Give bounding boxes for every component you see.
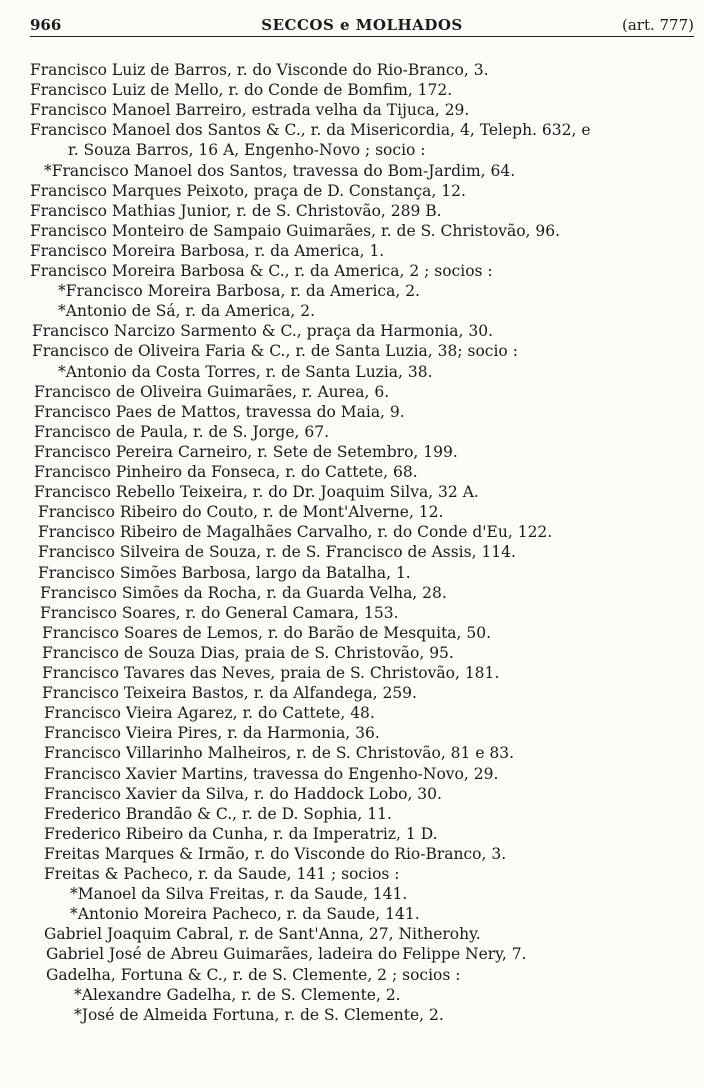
directory-entry: Francisco Monteiro de Sampaio Guimarães, r. de S. Christovão, 96. [30, 221, 561, 240]
directory-entry: Francisco Simões da Rocha, r. da Guarda Velha, 28. [40, 583, 447, 602]
directory-entry: Gadelha, Fortuna & C., r. de S. Clemente, 2 ; socios : [46, 965, 461, 984]
directory-entry: Francisco Soares, r. do General Camara, 153. [40, 603, 399, 622]
directory-entry: Francisco Ribeiro de Magalhães Carvalho, r. do Conde d'Eu, 122. [38, 523, 553, 542]
directory-entry: Francisco Moreira Barbosa & C., r. da America, 2 ; socios : [30, 262, 493, 280]
directory-entry: Francisco Villarinho Malheiros, r. de S. Christovão, 81 e 83. [44, 744, 515, 763]
directory-entry: Francisco de Oliveira Faria & C., r. de Santa Luzia, 38; socio : [32, 342, 518, 361]
directory-entry: Francisco Luiz de Barros, r. do Visconde do Rio-Branco, 3. [30, 61, 489, 79]
directory-entry: Frederico Ribeiro da Cunha, r. da Imperatriz, 1 D. [44, 824, 438, 843]
page-header [30, 14, 694, 37]
directory-entry: Francisco Paes de Mattos, travessa do Maia, 9. [34, 402, 405, 421]
directory-entry: Francisco Luiz de Mello, r. do Conde de Bomfim, 172. [30, 81, 453, 100]
directory-entry: r. Souza Barros, 16 A, Engenho-Novo ; socio : [68, 141, 426, 160]
directory-entry: Freitas Marques & Irmão, r. do Visconde do Rio-Branco, 3. [44, 844, 507, 863]
directory-entry: *Antonio Moreira Pacheco, r. da Saude, 141. [70, 905, 420, 924]
directory-entry: Francisco Silveira de Souza, r. de S. Francisco de Assis, 114. [38, 543, 516, 562]
directory-entry: Francisco Moreira Barbosa, r. da America, 1. [30, 241, 385, 260]
directory-entry: Francisco Teixeira Bastos, r. da Alfandega, 259. [42, 684, 417, 703]
directory-entry: Francisco Pinheiro da Fonseca, r. do Cattete, 68. [34, 463, 418, 481]
directory-entry: Francisco de Oliveira Guimarães, r. Aurea, 6. [34, 382, 390, 401]
directory-entry: Francisco de Souza Dias, praia de S. Christovão, 95. [42, 643, 454, 662]
directory-entry: Francisco Mathias Junior, r. de S. Christovão, 289 B. [30, 201, 442, 220]
directory-entry: Francisco de Paula, r. de S. Jorge, 67. [34, 422, 330, 441]
directory-entry: Francisco Ribeiro do Couto, r. de Mont'Alverne, 12. [38, 503, 444, 522]
directory-entry: *Francisco Moreira Barbosa, r. da America, 2. [58, 282, 420, 301]
running-title: SECCOS e MOLHADOS [261, 16, 463, 34]
directory-entry: Francisco Tavares das Neves, praia de S. Christovão, 181. [42, 664, 500, 682]
directory-entry: Gabriel Joaquim Cabral, r. de Sant'Anna, 27, Nitherohy. [44, 925, 481, 944]
directory-entry: Francisco Marques Peixoto, praça de D. Constança, 12. [30, 181, 466, 200]
directory-entry: Freitas & Pacheco, r. da Saude, 141 ; socios : [44, 865, 400, 883]
directory-entry: Francisco Simões Barbosa, largo da Batalha, 1. [38, 563, 411, 582]
directory-entry: Francisco Manoel Barreiro, estrada velha da Tijuca, 29. [30, 101, 470, 120]
directory-entry: *Antonio da Costa Torres, r. de Santa Luzia, 38. [58, 362, 433, 381]
directory-entry: Frederico Brandão & C., r. de D. Sophia, 11. [44, 804, 392, 823]
directory-entry: Francisco Xavier Martins, travessa do Engenho-Novo, 29. [44, 764, 499, 783]
directory-entry: Francisco Vieira Pires, r. da Harmonia, 36. [44, 724, 380, 743]
directory-entry: *Antonio de Sá, r. da America, 2. [58, 302, 316, 321]
article-reference: (art. 777) [621, 16, 694, 34]
directory-entry: Francisco Vieira Agarez, r. do Cattete, 48. [44, 704, 375, 723]
page-number: 966 [30, 16, 62, 34]
directory-entry: Francisco Pereira Carneiro, r. Sete de Setembro, 199. [34, 442, 458, 461]
directory-entry: Francisco Narcizo Sarmento & C., praça da Harmonia, 30. [32, 322, 494, 341]
directory-entry: Francisco Xavier da Silva, r. do Haddock Lobo, 30. [44, 784, 442, 803]
directory-entry: Gabriel José de Abreu Guimarães, ladeira do Felippe Nery, 7. [46, 945, 527, 964]
directory-entry: *Manoel da Silva Freitas, r. da Saude, 141. [70, 885, 408, 904]
directory-entry: Francisco Rebello Teixeira, r. do Dr. Joaquim Silva, 32 A. [34, 483, 479, 502]
directory-entry: *José de Almeida Fortuna, r. de S. Clemente, 2. [74, 1005, 444, 1024]
directory-entry: *Francisco Manoel dos Santos, travessa do Bom-Jardim, 64. [44, 161, 516, 180]
directory-entry: Francisco Manoel dos Santos & C., r. da Misericordia, 4, Teleph. 632, e [30, 121, 591, 140]
directory-entry: Francisco Soares de Lemos, r. do Barão de Mesquita, 50. [42, 623, 492, 642]
directory-entry: *Alexandre Gadelha, r. de S. Clemente, 2. [74, 985, 401, 1004]
